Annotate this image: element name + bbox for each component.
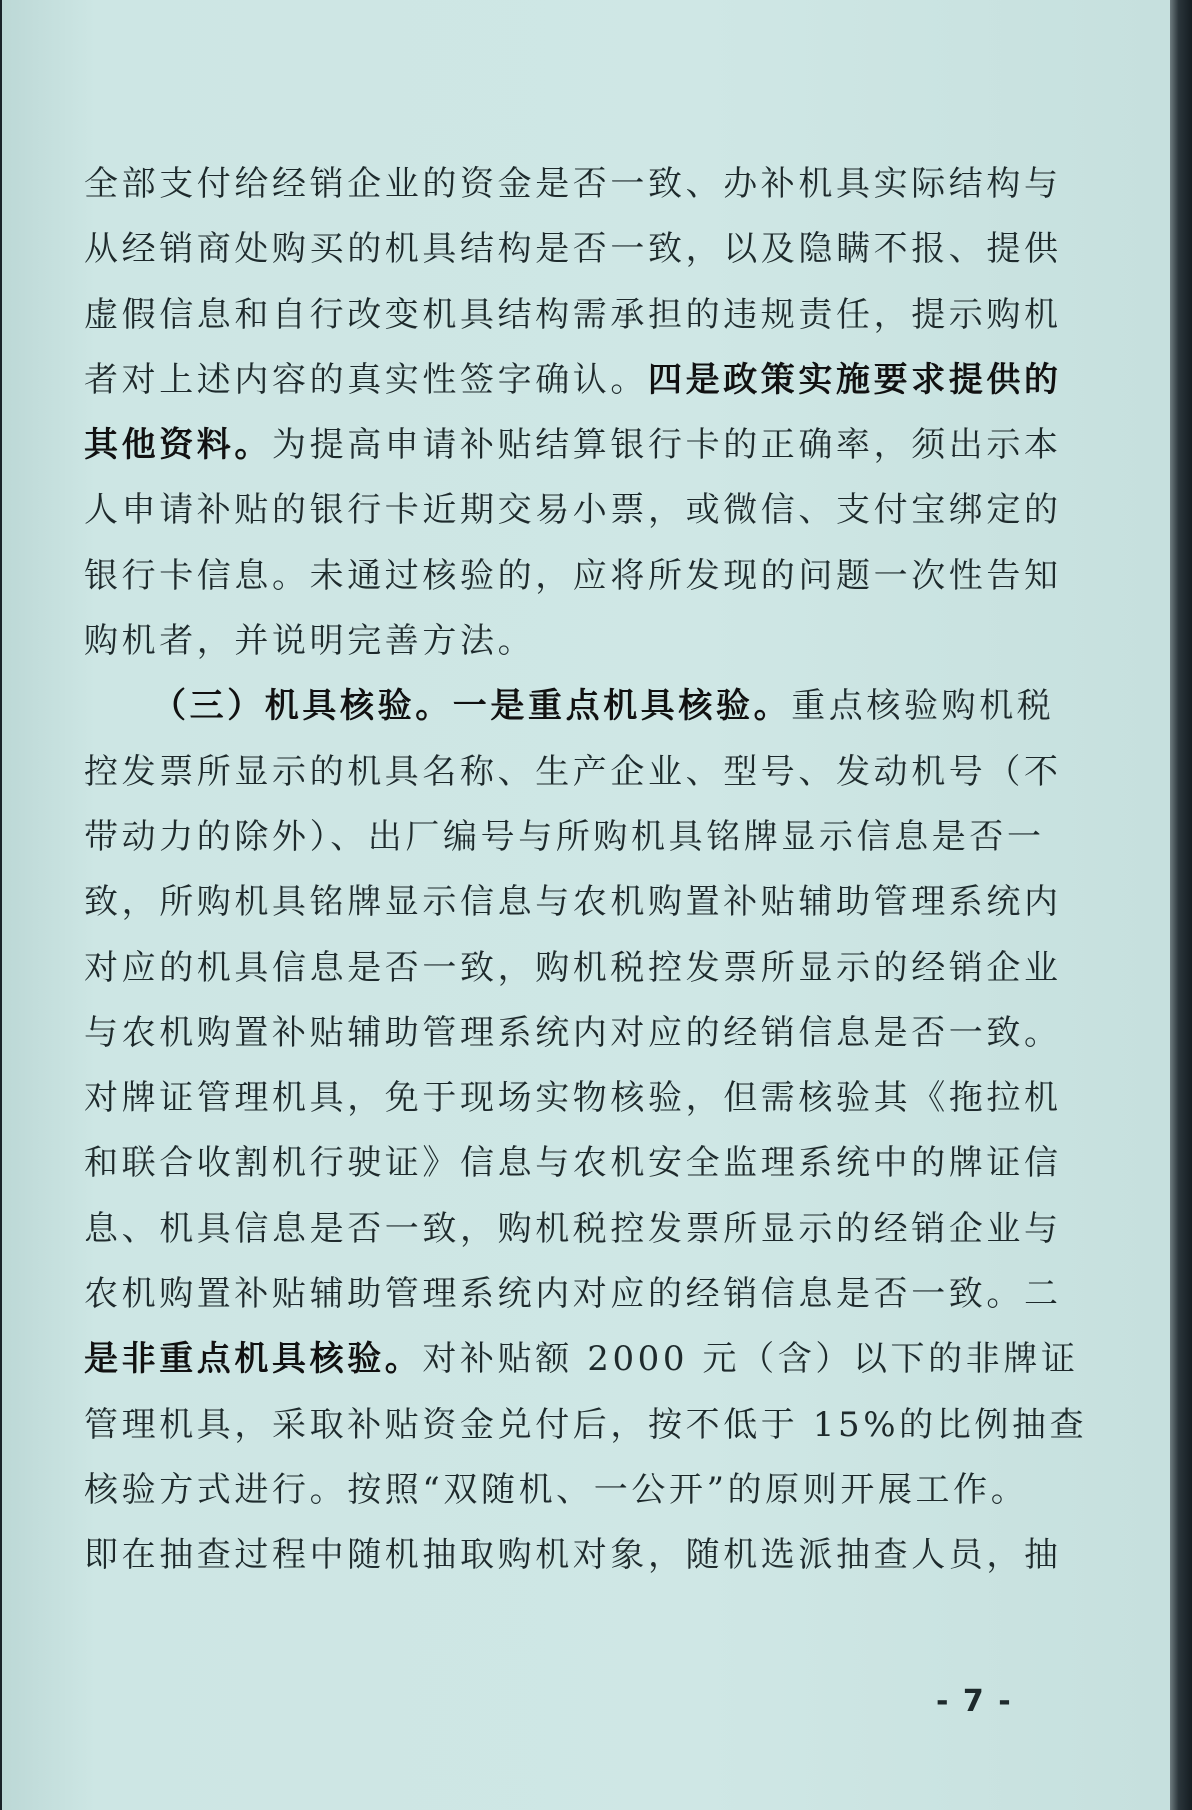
text-line-8: 购机者，并说明完善方法。	[84, 621, 536, 662]
text-line-16: 和联合收割机行驶证》信息与农机安全监理系统中的牌证信	[84, 1143, 1062, 1184]
text-line-15: 对牌证管理机具，免于现场实物核验，但需核验其《拖拉机	[84, 1078, 1062, 1119]
text-line-17: 息、机具信息是否一致，购机税控发票所显示的经销企业与	[84, 1208, 1062, 1249]
bold-heading-4: 四是政策实施要求提供的	[648, 359, 1062, 400]
text-line-6: 人申请补贴的银行卡近期交易小票，或微信、支付宝绑定的	[84, 490, 1062, 531]
text-line-13: 对应的机具信息是否一致，购机税控发票所显示的经销企业	[84, 947, 1062, 988]
text-line-2: 从经销商处购买的机具结构是否一致，以及隐瞒不报、提供	[84, 229, 1062, 270]
text-line-11: 带动力的除外）、出厂编号与所购机具铭牌显示信息是否一	[84, 816, 1045, 857]
text-line-12: 致，所购机具铭牌显示信息与农机购置补贴辅助管理系统内	[84, 882, 1062, 923]
bold-heading-4-cont: 其他资料。	[84, 425, 272, 466]
page-edge-shadow	[1170, 0, 1192, 1810]
text-line-3: 虚假信息和自行改变机具结构需承担的违规责任，提示购机	[84, 294, 1062, 335]
bold-heading-non-key: 是非重点机具核验。	[84, 1339, 423, 1380]
body-text	[84, 152, 1088, 1589]
text-line-1: 全部支付给经销企业的资金是否一致、办补机具实际结构与	[84, 164, 1062, 204]
text-line-7: 银行卡信息。未通过核验的，应将所发现的问题一次性告知	[84, 555, 1062, 596]
text-line-22: 即在抽查过程中随机抽取购机对象，随机选派抽查人员，抽	[84, 1535, 1062, 1576]
document-page	[2, 0, 1170, 1810]
text-line-19: 是非重点机具核验。对补贴额 2000 元（含）以下的非牌证	[84, 1339, 1079, 1380]
text-line-4: 者对上述内容的真实性签字确认。四是政策实施要求提供的	[84, 359, 1062, 400]
text-line-14: 与农机购置补贴辅助管理系统内对应的经销信息是否一致。	[84, 1012, 1062, 1053]
text-line-5: 其他资料。为提高申请补贴结算银行卡的正确率，须出示本	[84, 425, 1062, 466]
text-line-21: 核验方式进行。按照“双随机、一公开”的原则开展工作。	[84, 1469, 1029, 1510]
text-line-9: （三）机具核验。一是重点机具核验。重点核验购机税	[152, 686, 1055, 727]
page-number: - 7 -	[936, 1684, 1013, 1719]
text-line-18: 农机购置补贴辅助管理系统内对应的经销信息是否一致。二	[84, 1274, 1062, 1315]
text-line-20: 管理机具，采取补贴资金兑付后，按不低于 15%的比例抽查	[84, 1404, 1088, 1445]
section-heading-3: （三）机具核验。一是重点机具核验。	[152, 686, 792, 727]
text-line-10: 控发票所显示的机具名称、生产企业、型号、发动机号（不	[84, 751, 1062, 792]
